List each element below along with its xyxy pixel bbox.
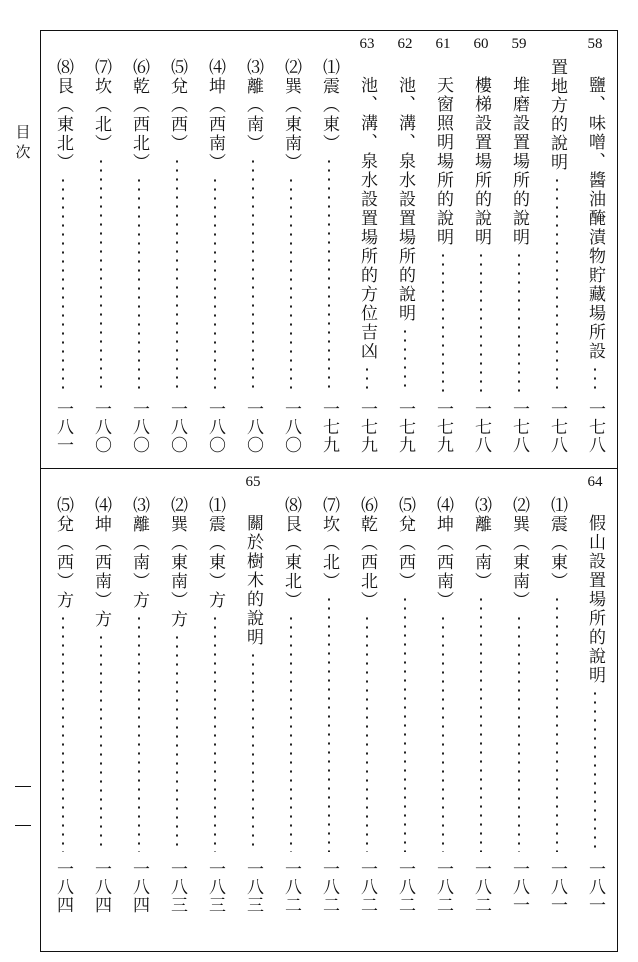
toc-entry[interactable] [120, 470, 158, 950]
toc-entry[interactable] [82, 32, 120, 466]
leader-dots [480, 251, 482, 392]
entry-title: ⑵巽（東南）方 [167, 496, 187, 629]
toc-top-section [42, 32, 616, 466]
toc-entry[interactable] [424, 470, 462, 950]
page-number: 一七八 [585, 400, 605, 454]
section-number: 63 [359, 36, 375, 52]
toc-entry[interactable] [462, 32, 500, 466]
page-number: 一八二 [281, 860, 301, 914]
page-number: 一八〇 [167, 400, 187, 454]
entry-title: 池、溝、泉水設置場所的說明 [395, 76, 415, 323]
leader-dots [214, 614, 216, 852]
leader-dots [252, 651, 254, 852]
page-number: 一八一 [585, 860, 605, 914]
page-number: 一八一 [53, 400, 73, 454]
entry-title: ⑴震（東） [319, 58, 339, 153]
section-number: 65 [245, 474, 261, 490]
leader-dots [594, 365, 596, 392]
entry-title: ⑶離（南） [243, 58, 263, 153]
entry-title: 置地方的說明 [547, 58, 567, 172]
toc-entry[interactable] [234, 32, 272, 466]
page-number: 一八一 [509, 860, 529, 914]
page-number: 一七九 [433, 400, 453, 454]
leader-dots [518, 251, 520, 392]
entry-title: ⑶離（南）方 [129, 496, 149, 610]
leader-dots [176, 633, 178, 852]
page-number: 一八三 [167, 860, 187, 914]
leader-dots [404, 327, 406, 392]
entry-title: ⑻艮（東北） [53, 58, 73, 172]
toc-entry[interactable] [196, 470, 234, 950]
entry-title: ⑶離（南） [471, 496, 491, 591]
leader-dots [404, 595, 406, 852]
page-number: 一八〇 [205, 400, 225, 454]
toc-entry[interactable] [538, 32, 576, 466]
page-number: 一七九 [319, 400, 339, 454]
page-number: 一八四 [53, 860, 73, 914]
entry-title: ⑴震（東） [547, 496, 567, 591]
toc-entry[interactable] [44, 32, 82, 466]
leader-dots [594, 689, 596, 852]
page-number: 一八〇 [281, 400, 301, 454]
toc-entry[interactable] [120, 32, 158, 466]
toc-entry[interactable] [234, 470, 272, 950]
leader-dots [62, 176, 64, 392]
leader-dots [442, 614, 444, 852]
toc-entry[interactable] [462, 470, 500, 950]
section-number: 58 [587, 36, 603, 52]
page-number: 一八三 [205, 860, 225, 914]
leader-dots [138, 614, 140, 852]
toc-entry[interactable] [424, 32, 462, 466]
section-number: 60 [473, 36, 489, 52]
entry-title: ⑺坎（北） [319, 496, 339, 591]
toc-entry[interactable] [348, 470, 386, 950]
entry-title: ⑵巽（東南） [281, 58, 301, 172]
toc-entry[interactable] [272, 32, 310, 466]
leader-dots [328, 595, 330, 852]
toc-entry[interactable] [44, 470, 82, 950]
page-number: 一八二 [395, 860, 415, 914]
leader-dots [176, 157, 178, 392]
entry-title: ⑹乾（西北） [357, 496, 377, 610]
page-number: 一七八 [471, 400, 491, 454]
entry-title: 池、溝、泉水設置場所的方位吉凶 [357, 76, 377, 361]
page-number: 一七八 [509, 400, 529, 454]
page-number: 一八四 [129, 860, 149, 914]
toc-entry[interactable] [310, 32, 348, 466]
page-number: 一八二 [357, 860, 377, 914]
leader-dots [328, 157, 330, 392]
section-number: 59 [511, 36, 527, 52]
entry-title: 假山設置場所的說明 [585, 514, 605, 685]
page-number: 一七九 [395, 400, 415, 454]
leader-dots [62, 614, 64, 852]
page-number: 一八〇 [129, 400, 149, 454]
entry-title: 鹽、味噌、醬油醃漬物貯藏場所設 [585, 76, 605, 361]
leader-dots [290, 614, 292, 852]
toc-bottom-section [42, 470, 616, 950]
toc-entry[interactable] [386, 470, 424, 950]
side-page-number [12, 786, 34, 826]
entry-title: ⑹乾（西北） [129, 58, 149, 172]
toc-entry[interactable] [196, 32, 234, 466]
entry-title: ⑸兌（西） [167, 58, 187, 153]
entry-title: ⑻艮（東北） [281, 496, 301, 610]
toc-entry[interactable] [538, 470, 576, 950]
entry-title: 關於樹木的說明 [243, 514, 263, 647]
entry-title: ⑷坤（西南） [205, 58, 225, 172]
toc-entry[interactable] [272, 470, 310, 950]
toc-entry[interactable] [386, 32, 424, 466]
leader-dots [252, 157, 254, 392]
toc-entry[interactable] [500, 32, 538, 466]
leader-dots [214, 176, 216, 392]
side-label: 目次 [15, 123, 31, 161]
section-number: 64 [587, 474, 603, 490]
leader-dots [442, 251, 444, 392]
entry-title: ⑸兌（西） [395, 496, 415, 591]
entry-title: ⑺坎（北） [91, 58, 111, 153]
side-page-stroke [15, 825, 31, 826]
toc-entry[interactable] [576, 470, 614, 950]
page-number: 一八二 [471, 860, 491, 914]
leader-dots [366, 614, 368, 852]
section-divider [40, 468, 618, 469]
section-number: 61 [435, 36, 451, 52]
page-number: 一七八 [547, 400, 567, 454]
page-number: 一七九 [357, 400, 377, 454]
leader-dots [556, 176, 558, 392]
entry-title: ⑸兌（西）方 [53, 496, 73, 610]
page-number: 一八〇 [91, 400, 111, 454]
toc-entry[interactable] [348, 32, 386, 466]
toc-entry[interactable] [500, 470, 538, 950]
toc-entry[interactable] [310, 470, 348, 950]
entry-title: ⑷坤（西南）方 [91, 496, 111, 629]
toc-entry[interactable] [82, 470, 120, 950]
leader-dots [138, 176, 140, 392]
leader-dots [290, 176, 292, 392]
leader-dots [518, 614, 520, 852]
page-number: 一八一 [547, 860, 567, 914]
toc-entry[interactable] [576, 32, 614, 466]
entry-title: 天窗照明場所的說明 [433, 76, 453, 247]
page-number: 一八〇 [243, 400, 263, 454]
section-number: 62 [397, 36, 413, 52]
side-page-stroke [15, 786, 31, 787]
entry-title: 樓梯設置場所的說明 [471, 76, 491, 247]
toc-entry[interactable] [158, 32, 196, 466]
entry-title: ⑷坤（西南） [433, 496, 453, 610]
leader-dots [366, 365, 368, 392]
entry-title: ⑵巽（東南） [509, 496, 529, 610]
entry-title: ⑴震（東）方 [205, 496, 225, 610]
page-number: 一八二 [319, 860, 339, 914]
leader-dots [480, 595, 482, 852]
entry-title: 堆磨設置場所的說明 [509, 76, 529, 247]
page-number: 一八三 [243, 860, 263, 914]
toc-entry[interactable] [158, 470, 196, 950]
leader-dots [100, 633, 102, 852]
leader-dots [100, 157, 102, 392]
leader-dots [556, 595, 558, 852]
page-number: 一八四 [91, 860, 111, 914]
page-number: 一八二 [433, 860, 453, 914]
